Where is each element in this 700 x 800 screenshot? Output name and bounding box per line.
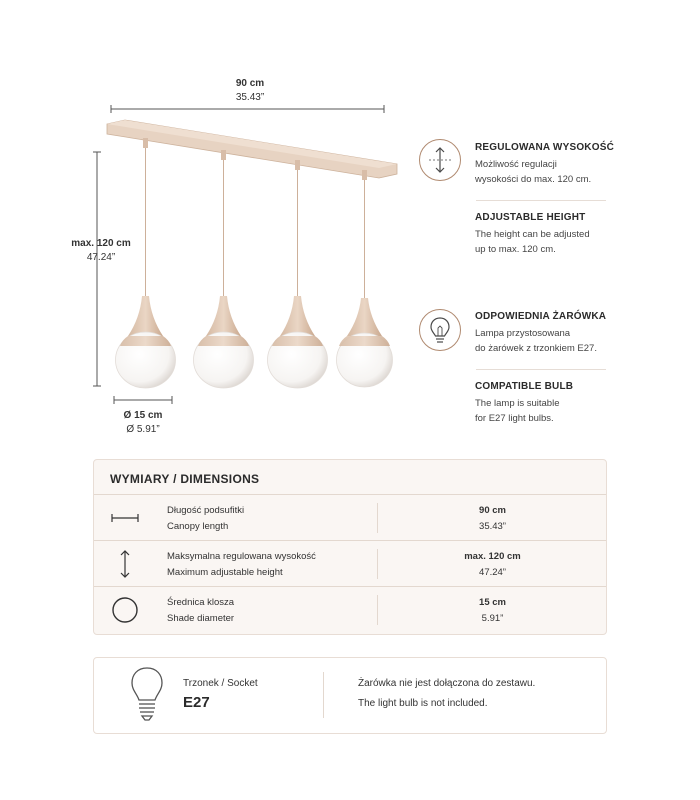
- width-arrow-icon: [110, 503, 140, 533]
- row-label-pl: Maksymalna regulowana wysokość: [167, 551, 316, 562]
- row-value-cm: 90 cm: [479, 505, 506, 516]
- feature-title: ODPOWIEDNIA ŻARÓWKA: [475, 311, 607, 322]
- bulb-icon: [419, 309, 461, 351]
- dimensions-table: [93, 459, 607, 635]
- height-in: 47.24”: [86, 252, 116, 263]
- height-cm: max. 120 cm: [71, 238, 131, 249]
- row-label-en: Canopy length: [167, 521, 229, 532]
- table-title: WYMIARY / DIMENSIONS: [110, 472, 260, 486]
- feature-line: The height can be adjusted: [475, 229, 590, 240]
- divider: [476, 200, 606, 201]
- socket-divider: [323, 672, 324, 718]
- feature-title: ADJUSTABLE HEIGHT: [475, 212, 586, 223]
- lamp-illustration: [105, 118, 405, 393]
- diameter-in: Ø 5.91”: [126, 424, 160, 435]
- row-label-en: Shade diameter: [167, 613, 235, 624]
- socket-note-en: The light bulb is not included.: [358, 698, 488, 709]
- diameter-cm: Ø 15 cm: [123, 410, 163, 421]
- socket-info-box: [93, 657, 607, 734]
- table-row: [94, 586, 606, 633]
- pendant-2: [194, 150, 254, 388]
- row-value-in: 47.24”: [479, 567, 506, 578]
- feature-title: REGULOWANA WYSOKOŚĆ: [475, 142, 614, 153]
- height-arrow-icon: [110, 549, 140, 579]
- feature-line: up to max. 120 cm.: [475, 244, 556, 255]
- socket-value: E27: [183, 694, 210, 711]
- feature-line: Możliwość regulacji: [475, 159, 557, 170]
- row-value-in: 5.91”: [481, 613, 504, 624]
- table-row: [94, 540, 606, 587]
- width-dimension-line: [108, 104, 388, 114]
- feature-adjustable-height-en: [475, 212, 675, 257]
- feature-line: wysokości do max. 120 cm.: [475, 174, 592, 185]
- feature-adjustable-height-pl: [475, 142, 675, 187]
- width-in: 35.43”: [235, 92, 265, 103]
- feature-line: do żarówek z trzonkiem E27.: [475, 343, 597, 354]
- socket-label: Trzonek / Socket: [183, 678, 258, 689]
- table-row: [94, 494, 606, 541]
- row-label-pl: Średnica klosza: [167, 597, 235, 608]
- height-dimension-line: [92, 150, 102, 390]
- pendant-1: [116, 138, 176, 388]
- row-value-in: 35.43”: [479, 521, 506, 532]
- feature-bulb-en: [475, 381, 675, 426]
- feature-line: for E27 light bulbs.: [475, 413, 554, 424]
- height-arrows-icon: [419, 139, 461, 181]
- width-dimension-label: [200, 78, 300, 103]
- row-label-pl: Długość podsufitki: [167, 505, 245, 516]
- row-value-cm: max. 120 cm: [464, 551, 521, 562]
- row-value-cm: 15 cm: [479, 597, 506, 608]
- width-cm: 90 cm: [235, 78, 265, 89]
- pendant-3: [268, 160, 328, 388]
- feature-title: COMPATIBLE BULB: [475, 381, 574, 392]
- feature-line: The lamp is suitable: [475, 398, 560, 409]
- feature-bulb-pl: [475, 311, 675, 356]
- pendant-4: [337, 170, 393, 387]
- diameter-dimension-label: [103, 410, 183, 435]
- feature-line: Lampa przystosowana: [475, 328, 571, 339]
- circle-diameter-icon: [110, 595, 140, 625]
- diameter-dimension-line: [112, 395, 174, 405]
- socket-note-pl: Żarówka nie jest dołączona do zestawu.: [358, 678, 536, 689]
- divider: [476, 369, 606, 370]
- light-bulb-icon: [129, 666, 165, 724]
- row-label-en: Maximum adjustable height: [167, 567, 283, 578]
